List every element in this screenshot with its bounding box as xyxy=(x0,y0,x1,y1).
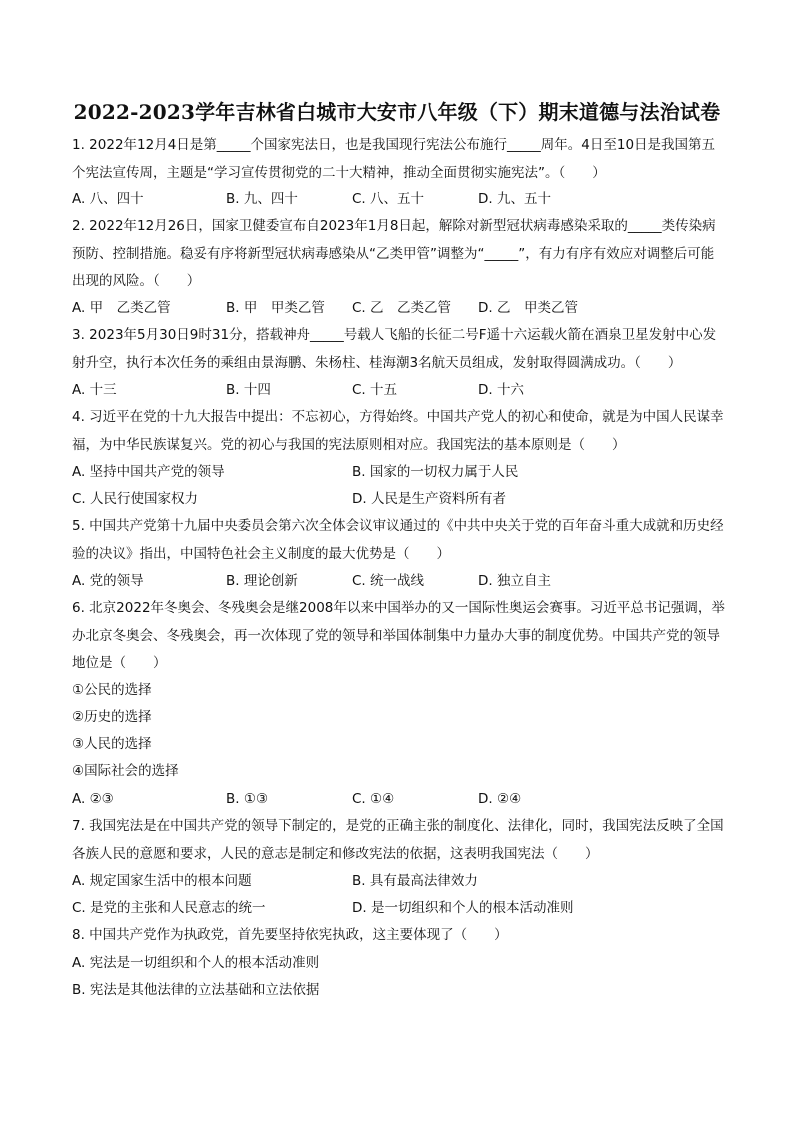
question-1-stem: 1. 2022年12月4日是第_____个国家宪法日，也是我国现行宪法公布施行_____周年。4日至10日是我国第五个宪法宣传周，主题是“学习宣传贯彻党的二十大精神，推动全面贯彻实施宪法”。（ ） xyxy=(72,137,716,181)
option-b[interactable]: B. 理论创新 xyxy=(226,573,298,589)
option-c[interactable]: C. 八、五十 xyxy=(352,191,425,207)
question-3-stem: 3. 2023年5月30日9时31分，搭载神舟_____号载人飞船的长征二号F遥十六运载火箭在酒泉卫星发射中心发射升空，执行本次任务的乘组由景海鹏、朱杨柱、桂海潮3名航天员组成，发射取得圆满成功。（ ） xyxy=(72,327,717,371)
question-7-stem: 7. 我国宪法是在中国共产党的领导下制定的，是党的正确主张的制度化、法律化，同时，我国宪法反映了全国各族人民的意愿和要求，人民的意志是制定和修改宪法的依据，这表明我国宪法（ ） xyxy=(72,818,724,862)
option-b[interactable]: B. 九、四十 xyxy=(226,191,298,207)
option-d[interactable]: D. 乙 甲类乙管 xyxy=(478,300,578,316)
option-b[interactable]: B. 国家的一切权力属于人民 xyxy=(352,464,519,480)
option-d[interactable]: D. 十六 xyxy=(478,382,524,398)
option-c[interactable]: C. 是党的主张和人民意志的统一 xyxy=(72,900,266,916)
question-4-stem: 4. 习近平在党的十九大报告中提出：不忘初心，方得始终。中国共产党人的初心和使命，就是为中国人民谋幸福，为中华民族谋复兴。党的初心与我国的宪法原则相对应。我国宪法的基本原则是（ ） xyxy=(72,409,724,453)
option-c[interactable]: C. ①④ xyxy=(352,791,395,807)
question-8-stem: 8. 中国共产党作为执政党，首先要坚持依宪执政，这主要体现了（ ） xyxy=(72,927,508,943)
option-a[interactable]: A. ②③ xyxy=(72,791,114,807)
option-d[interactable]: D. 独立自主 xyxy=(478,573,551,589)
option-c[interactable]: C. 十五 xyxy=(352,382,398,398)
option-b[interactable]: B. 十四 xyxy=(226,382,271,398)
option-a[interactable]: A. 甲 乙类乙管 xyxy=(72,300,171,316)
option-d[interactable]: D. ②④ xyxy=(478,791,522,807)
question-6-item-1: ①公民的选择 xyxy=(72,682,152,698)
option-a[interactable]: A. 党的领导 xyxy=(72,573,144,589)
option-b[interactable]: B. ①③ xyxy=(226,791,269,807)
option-d[interactable]: D. 是一切组织和个人的根本活动准则 xyxy=(352,900,574,916)
option-c[interactable]: C. 人民行使国家权力 xyxy=(72,491,199,507)
question-8-option-a[interactable]: A. 宪法是一切组织和个人的根本活动准则 xyxy=(72,955,320,971)
question-5-stem: 5. 中国共产党第十九届中央委员会第六次全体会议审议通过的《中共中央关于党的百年奋斗重大成就和历史经验的决议》指出，中国特色社会主义制度的最大优势是（ ） xyxy=(72,518,724,562)
question-6-stem: 6. 北京2022年冬奥会、冬残奥会是继2008年以来中国举办的又一国际性奥运会赛事。习近平总书记强调，举办北京冬奥会、冬残奥会，再一次体现了党的领导和举国体制集中力量办大事的制度优势。中国共产党的领导地位是（ ） xyxy=(72,600,725,671)
question-6-item-4: ④国际社会的选择 xyxy=(72,763,179,779)
option-a[interactable]: A. 坚持中国共产党的领导 xyxy=(72,464,225,480)
option-a[interactable]: A. 十三 xyxy=(72,382,117,398)
option-d[interactable]: D. 人民是生产资料所有者 xyxy=(352,491,506,507)
option-a[interactable]: A. 规定国家生活中的根本问题 xyxy=(72,873,252,889)
question-8-option-b[interactable]: B. 宪法是其他法律的立法基础和立法依据 xyxy=(72,982,320,998)
question-6-item-3: ③人民的选择 xyxy=(72,736,152,752)
exam-title: 2022-2023学年吉林省白城市大安市八年级（下）期末道德与法治试卷 xyxy=(73,100,721,124)
option-a[interactable]: A. 八、四十 xyxy=(72,191,144,207)
question-6-item-2: ②历史的选择 xyxy=(72,709,152,725)
option-c[interactable]: C. 统一战线 xyxy=(352,573,425,589)
option-b[interactable]: B. 具有最高法律效力 xyxy=(352,873,478,889)
question-2-stem: 2. 2022年12月26日，国家卫健委宣布自2023年1月8日起，解除对新型冠状病毒感染采取的_____类传染病预防、控制措施。稳妥有序将新型冠状病毒感染从“乙类甲管”调整为“_____”，有力有序有效应对调整后可能出现的风险。（ ） xyxy=(72,218,716,289)
option-c[interactable]: C. 乙 乙类乙管 xyxy=(352,300,452,316)
option-b[interactable]: B. 甲 甲类乙管 xyxy=(226,300,325,316)
option-d[interactable]: D. 九、五十 xyxy=(478,191,551,207)
